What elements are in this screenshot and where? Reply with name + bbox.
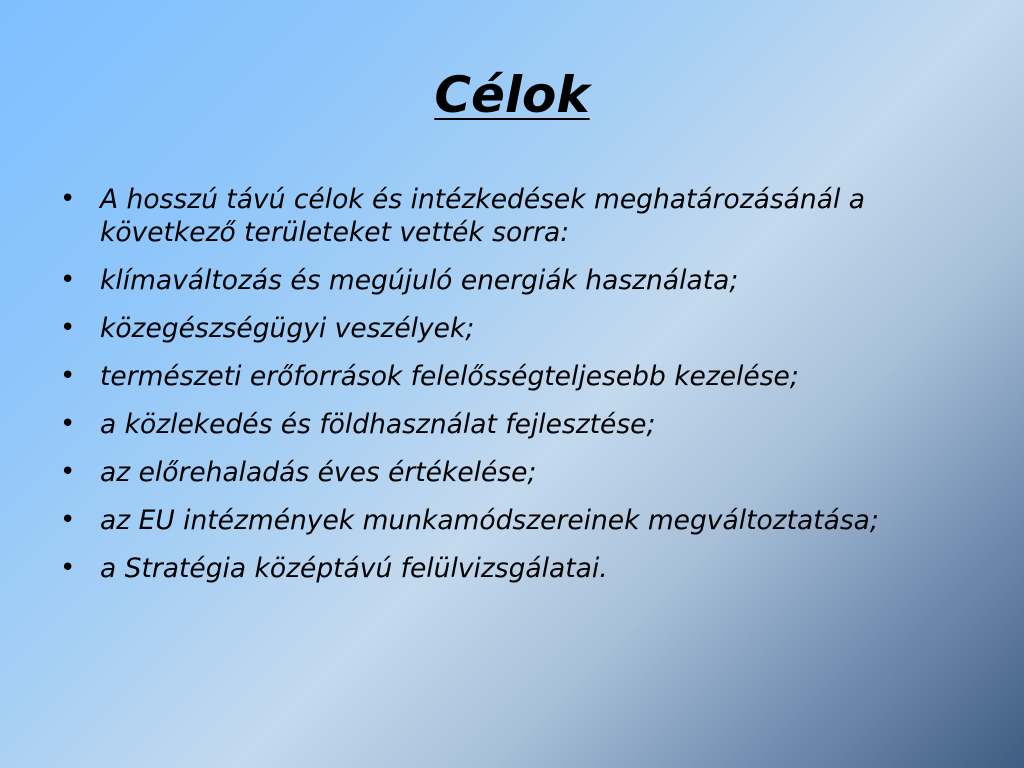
bullet-item (58, 264, 958, 297)
bullet-item (58, 456, 958, 489)
bullet-text: A hosszú távú célok és intézkedések meghatározásánál a következő területeket vették sorra: (100, 184, 865, 248)
bullet-dot-icon: • (60, 505, 76, 535)
bullet-dot-icon: • (60, 313, 76, 343)
bullet-item (58, 312, 958, 345)
slide-title (0, 62, 1024, 128)
bullet-text: a közlekedés és földhasználat fejlesztése; (100, 409, 656, 440)
bullet-dot-icon: • (60, 361, 76, 391)
bullet-dot-icon: • (60, 265, 76, 295)
bullet-item (58, 360, 958, 393)
slide-title-text: Célok (434, 66, 590, 124)
bullet-text: klímaváltozás és megújuló energiák használata; (100, 265, 739, 296)
bullet-text: az EU intézmények munkamódszereinek megváltoztatása; (100, 505, 879, 536)
bullet-list (58, 183, 958, 600)
bullet-dot-icon: • (60, 184, 76, 214)
bullet-item (58, 408, 958, 441)
bullet-text: közegészségügyi veszélyek; (100, 313, 475, 344)
bullet-item (58, 504, 958, 537)
bullet-dot-icon: • (60, 553, 76, 583)
bullet-dot-icon: • (60, 457, 76, 487)
bullet-dot-icon: • (60, 409, 76, 439)
bullet-item (58, 552, 958, 585)
bullet-text: az előrehaladás éves értékelése; (100, 457, 537, 488)
bullet-text: természeti erőforrások felelősségteljesebb kezelése; (100, 361, 799, 392)
bullet-item (58, 183, 958, 249)
bullet-text: a Stratégia középtávú felülvizsgálatai. (100, 553, 608, 584)
